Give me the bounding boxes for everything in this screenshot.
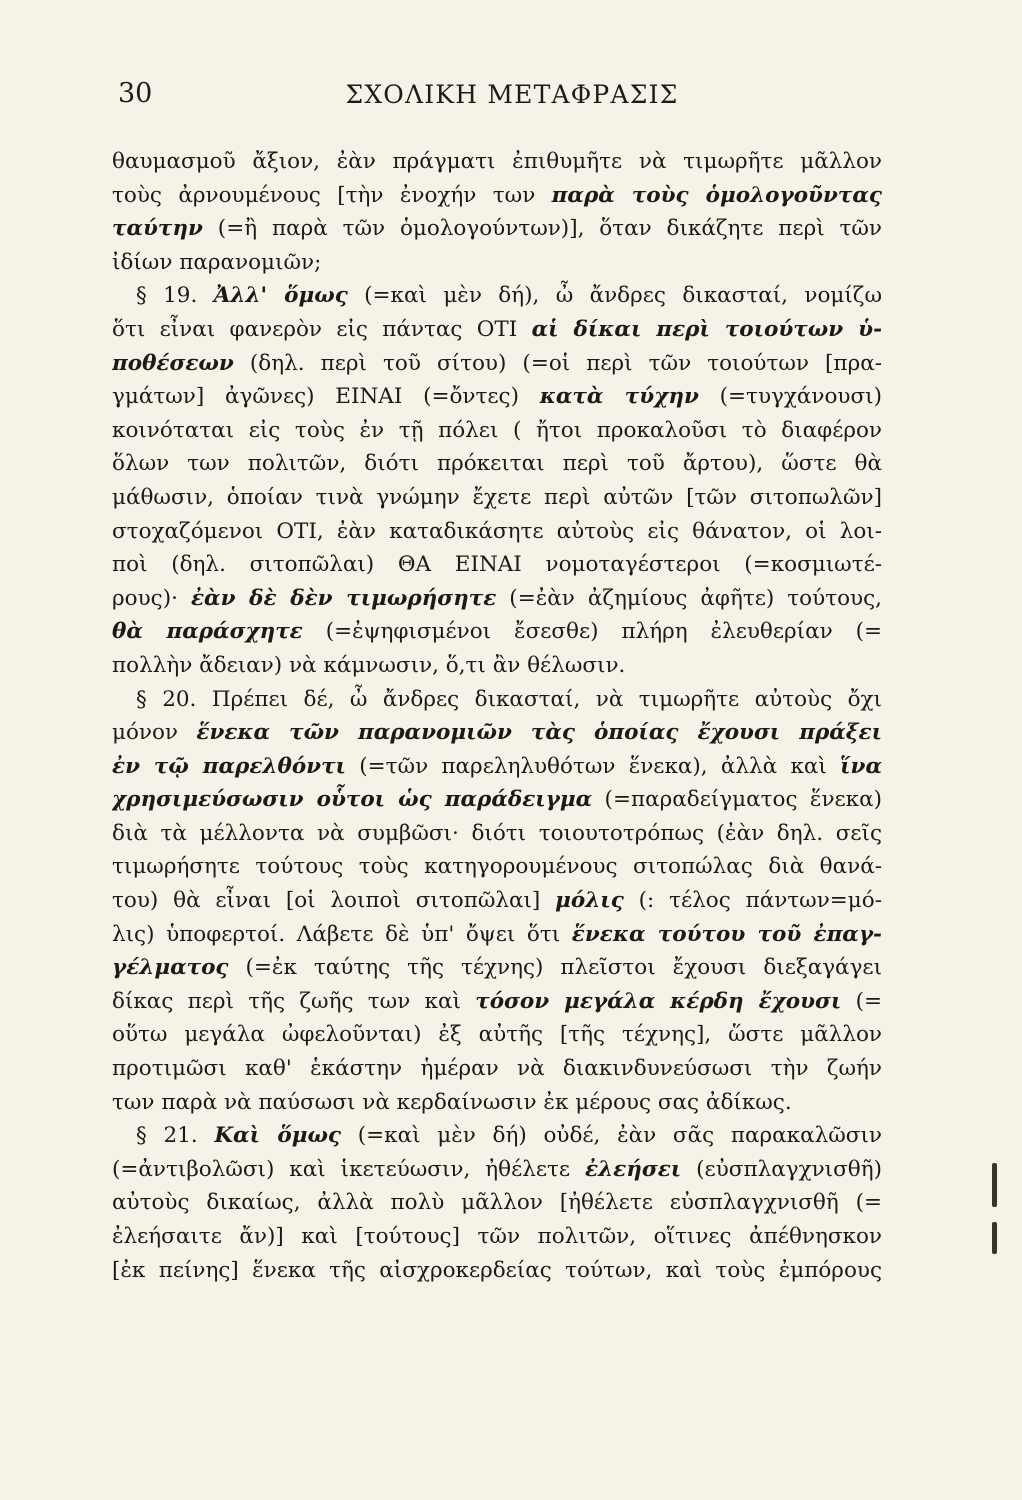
text-segment: [ἐκ πείνης] ἕνεκα τῆς αἰσχροκερδείας τούτων, καὶ τοὺς ἐμπόρους bbox=[112, 1257, 882, 1283]
text-segment: μάθωσιν, ὁποίαν τινὰ γνώμην ἔχετε περὶ αὐτῶν [τῶν σιτοπωλῶν] bbox=[112, 484, 882, 510]
text-segment: (δηλ. περὶ τοῦ σίτου) (=οἱ περὶ τῶν τοιούτων [πρα- bbox=[233, 350, 882, 376]
text-line bbox=[112, 850, 882, 884]
text-segment: διὰ τὰ μέλλοντα νὰ συμβῶσι· διότι τοιουτοτρόπως (ἐὰν δηλ. σεῖς bbox=[112, 820, 882, 846]
text-segment: (=ἢ παρὰ τῶν ὁμολογούντων)], ὅταν δικάζητε περὶ τῶν bbox=[202, 216, 882, 242]
text-line bbox=[112, 683, 882, 717]
text-line bbox=[112, 1220, 882, 1254]
text-segment: ἰδίων παρανομιῶν; bbox=[112, 249, 322, 275]
text-line bbox=[112, 1018, 882, 1052]
text-line bbox=[112, 447, 882, 481]
emphasized-text: παρὰ τοὺς ὁμολογοῦντας bbox=[551, 182, 882, 208]
text-segment: (= bbox=[841, 988, 882, 1014]
text-segment: (=καὶ μὲν δή), ὦ ἄνδρες δικασταί, νομίζω bbox=[347, 283, 882, 309]
emphasized-text: ἐὰν δὲ δὲν τιμωρήσητε bbox=[190, 585, 497, 611]
text-line bbox=[112, 884, 882, 918]
emphasized-text: χρησιμεύσωσιν οὗτοι ὡς παράδειγμα bbox=[112, 787, 593, 813]
text-segment: προτιμῶσι καθ' ἑκάστην ἡμέραν νὰ διακινδυνεύσωσι τὴν ζωήν bbox=[112, 1056, 882, 1082]
text-line bbox=[112, 246, 882, 280]
text-segment: λις) ὑποφερτοί. Λάβετε δὲ ὑπ' ὄψει ὅτι bbox=[112, 921, 572, 947]
text-segment: (=ἐψηφισμένοι ἔσεσθε) πλήρη ἐλευθερίαν (= bbox=[302, 619, 882, 645]
text-line bbox=[112, 1186, 882, 1220]
text-segment: οὕτω μεγάλα ὠφελοῦνται) ἐξ αὐτῆς [τῆς τέχνης], ὥστε μᾶλλον bbox=[112, 1022, 882, 1048]
text-line bbox=[112, 1254, 882, 1288]
text-line bbox=[112, 750, 882, 784]
text-segment: ὅλων των πολιτῶν, διότι πρόκειται περὶ τοῦ ἄρτου), ὥστε θὰ bbox=[112, 451, 882, 477]
text-segment: (=καὶ μὲν δή) οὐδέ, ἐὰν σᾶς παρακαλῶσιν bbox=[341, 1123, 882, 1149]
text-segment: τοὺς ἀρνουμένους [τὴν ἐνοχήν των bbox=[112, 182, 552, 208]
page-number: 30 bbox=[118, 78, 153, 109]
emphasized-text: ἕνεκα τούτου τοῦ ἐπαγ- bbox=[571, 921, 882, 947]
text-segment: (=ἐὰν ἀζημίους ἀφῆτε) τούτους, bbox=[496, 585, 882, 611]
page-header bbox=[112, 78, 912, 118]
text-segment: § 20. Πρέπει δέ, ὦ ἄνδρες δικασταί, νὰ τιμωρῆτε αὐτοὺς ὄχι bbox=[136, 686, 882, 712]
text-line bbox=[112, 985, 882, 1019]
text-line bbox=[112, 380, 882, 414]
text-line bbox=[112, 918, 882, 952]
text-segment: (=ἐκ ταύτης τῆς τέχνης) πλεῖστοι ἔχουσι διεξαγάγει bbox=[228, 955, 882, 981]
text-segment: ποὶ (δηλ. σιτοπῶλαι) ΘΑ ΕΙΝΑΙ νομοταγέστεροι (=κοσμιωτέ- bbox=[112, 552, 882, 578]
text-segment: κοινόταται εἰς τοὺς ἐν τῇ πόλει ( ἤτοι προκαλοῦσι τὸ διαφέρον bbox=[112, 417, 882, 443]
margin-mark bbox=[992, 1222, 997, 1254]
text-segment: πολλὴν ἄδειαν) νὰ κάμνωσιν, ὅ,τι ἂν θέλωσιν. bbox=[112, 652, 626, 678]
emphasized-text: θὰ παράσχητε bbox=[112, 619, 303, 645]
text-segment: ἐλεήσαιτε ἄν)] καὶ [τούτους] τῶν πολιτῶν, οἵτινες ἀπέθνησκον bbox=[112, 1224, 882, 1249]
emphasized-text: μόλις bbox=[555, 888, 624, 914]
emphasized-text: ταύτην bbox=[112, 216, 203, 242]
emphasized-text: γέλματος bbox=[112, 955, 229, 981]
emphasized-text: Καὶ ὅμως bbox=[214, 1123, 342, 1149]
text-line bbox=[112, 515, 882, 549]
text-line bbox=[112, 716, 882, 750]
text-line bbox=[112, 1153, 882, 1187]
text-segment: § 21. bbox=[136, 1123, 215, 1149]
text-line bbox=[112, 1119, 882, 1153]
text-segment: (=τῶν παρεληλυθότων ἕνεκα), ἀλλὰ καὶ bbox=[345, 753, 841, 779]
text-segment: ὅτι εἶναι φανερὸν εἰς πάντας ΟΤΙ bbox=[112, 316, 532, 342]
text-segment: των παρὰ νὰ παύσωσι νὰ κερδαίνωσιν ἐκ μέρους σας ἀδίκως. bbox=[112, 1089, 792, 1115]
emphasized-text: ἐν τῷ παρελθόντι bbox=[112, 753, 346, 779]
emphasized-text: ἕνεκα τῶν παρανομιῶν τὰς ὁποίας ἔχουσι πράξει bbox=[196, 720, 882, 746]
emphasized-text: τόσον μεγάλα κέρδη ἔχουσι bbox=[475, 988, 842, 1014]
text-segment: αὐτοὺς δικαίως, ἀλλὰ πολὺ μᾶλλον [ἠθέλετε εὐσπλαγχνισθῆ (= bbox=[112, 1190, 882, 1216]
text-segment: μόνον bbox=[112, 720, 197, 746]
text-line bbox=[112, 145, 882, 179]
emphasized-text: κατὰ τύχην bbox=[539, 384, 699, 410]
text-segment: στοχαζόμενοι ΟΤΙ, ἐὰν καταδικάσητε αὐτοὺς εἰς θάνατον, οἱ λοι- bbox=[112, 518, 882, 544]
text-segment: ρους)· bbox=[112, 585, 191, 611]
text-line bbox=[112, 481, 882, 515]
text-line bbox=[112, 817, 882, 851]
text-line bbox=[112, 548, 882, 582]
emphasized-text: ποθέσεων bbox=[112, 350, 234, 376]
emphasized-text: ἵνα bbox=[840, 753, 882, 779]
text-segment: (: τέλος πάντων=μό- bbox=[623, 888, 882, 914]
text-line bbox=[112, 179, 882, 213]
text-line bbox=[112, 1052, 882, 1086]
text-segment: § 19. bbox=[136, 283, 214, 309]
emphasized-text: αἱ δίκαι περὶ τοιούτων ὑ- bbox=[531, 316, 882, 342]
text-line bbox=[112, 279, 882, 313]
emphasized-text: Ἀλλ' ὅμως bbox=[213, 283, 348, 309]
text-segment: θαυμασμοῦ ἄξιον, ἐὰν πράγματι ἐπιθυμῆτε νὰ τιμωρῆτε μᾶλλον bbox=[112, 149, 882, 174]
text-line bbox=[112, 783, 882, 817]
text-segment: τιμωρήσητε τούτους τοὺς κατηγορουμένους σιτοπώλας διὰ θανά- bbox=[112, 854, 882, 880]
text-segment: (εὐσπλαγχνισθῆ) bbox=[681, 1156, 882, 1182]
text-line bbox=[112, 582, 882, 616]
text-line bbox=[112, 951, 882, 985]
running-title: ΣΧΟΛΙΚΗ ΜΕΤΑΦΡΑΣΙΣ bbox=[345, 80, 679, 109]
text-line bbox=[112, 414, 882, 448]
text-segment: του) θὰ εἶναι [οἱ λοιποὶ σιτοπῶλαι] bbox=[112, 888, 556, 914]
text-line bbox=[112, 313, 882, 347]
emphasized-text: ἐλεήσει bbox=[585, 1156, 682, 1182]
text-segment: γμάτων] ἀγῶνες) ΕΙΝΑΙ (=ὄντες) bbox=[112, 384, 540, 410]
body-text bbox=[112, 145, 882, 1287]
margin-mark bbox=[992, 1163, 997, 1207]
text-line bbox=[112, 212, 882, 246]
text-segment: δίκας περὶ τῆς ζωῆς των καὶ bbox=[112, 988, 476, 1014]
text-line bbox=[112, 649, 882, 683]
text-segment: (=ἀντιβολῶσι) καὶ ἱκετεύωσιν, ἠθέλετε bbox=[112, 1156, 586, 1182]
text-line bbox=[112, 347, 882, 381]
text-line bbox=[112, 1086, 882, 1120]
text-segment: (=τυγχάνουσι) bbox=[698, 384, 882, 410]
text-line bbox=[112, 615, 882, 649]
text-segment: (=παραδείγματος ἕνεκα) bbox=[592, 787, 882, 813]
